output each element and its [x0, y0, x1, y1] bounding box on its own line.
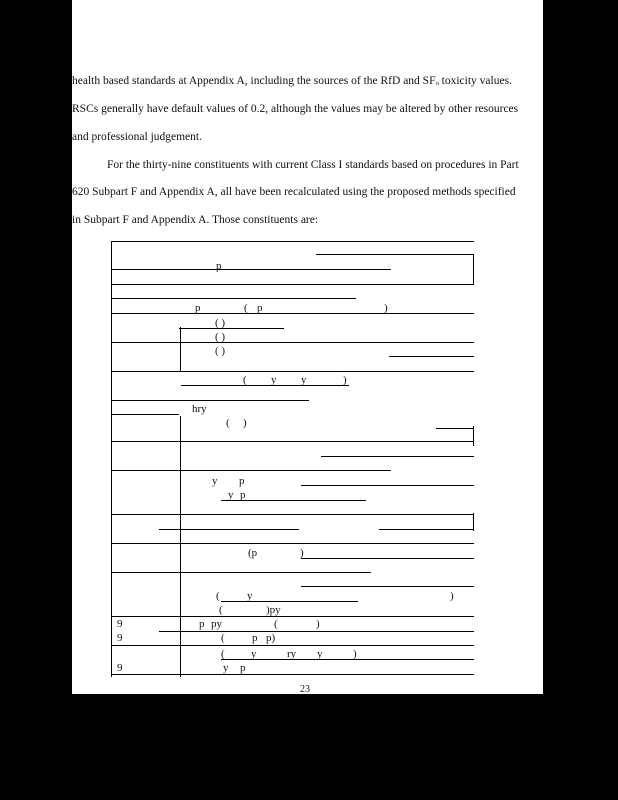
table-fragment: y [247, 590, 253, 602]
table-rule [111, 441, 474, 442]
table-fragment: p [199, 618, 205, 630]
table-fragment: p [216, 260, 222, 272]
table-border-right [473, 513, 474, 531]
table-fragment: ) [353, 648, 357, 660]
table-rule [111, 371, 474, 372]
table-rule [221, 659, 474, 660]
constituents-table [111, 241, 476, 677]
table-fragment: ( [226, 417, 230, 429]
table-rule [389, 356, 474, 357]
table-rule [321, 456, 474, 457]
table-fragment: ( [221, 648, 225, 660]
table-rule [111, 400, 309, 401]
table-fragment: y [301, 374, 307, 386]
table-rule [301, 586, 474, 587]
table-fragment: ( [243, 374, 247, 386]
table-rule [111, 514, 474, 515]
table-rule [111, 645, 474, 646]
table-rule [159, 631, 474, 632]
table-rule [111, 342, 474, 343]
table-fragment: y [223, 662, 229, 674]
table-fragment: ( ) [215, 331, 226, 343]
table-border-right [473, 426, 474, 446]
table-rule [111, 470, 391, 471]
table-rule [181, 385, 349, 386]
table-fragment: ( [219, 604, 223, 616]
table-rule [301, 558, 474, 559]
table-divider [180, 416, 181, 677]
table-fragment: ry [287, 648, 297, 660]
table-fragment: p [257, 302, 263, 314]
table-rule [111, 616, 474, 617]
table-fragment: ( [221, 632, 225, 644]
table-fragment: ) [450, 590, 454, 602]
table-fragment: ( [216, 590, 220, 602]
table-rule [111, 572, 371, 573]
table-border-left [111, 241, 112, 677]
table-rule [111, 269, 391, 270]
table-fragment: p [252, 632, 258, 644]
table-fragment: ) [243, 417, 247, 429]
table-fragment: ) [343, 374, 347, 386]
table-fragment: ( [274, 618, 278, 630]
table-rule [111, 313, 474, 314]
paragraph-1-line-3: and professional judgement. [72, 131, 202, 143]
table-rule [111, 543, 474, 544]
table-border-right [473, 254, 474, 284]
table-fragment: ) [300, 547, 304, 559]
table-fragment: 9 [117, 618, 123, 630]
table-fragment: ( ) [215, 345, 226, 357]
table-fragment: py [211, 618, 222, 630]
table-fragment: 9 [117, 662, 123, 674]
table-rule [111, 241, 474, 242]
table-fragment: ) [384, 302, 388, 314]
page-number: 23 [300, 684, 310, 695]
table-rule [111, 284, 474, 285]
table-fragment: p [240, 662, 246, 674]
paragraph-2-line-3: in Subpart F and Appendix A. Those constituents are: [72, 214, 319, 226]
table-fragment: )py [266, 604, 281, 616]
table-rule [436, 428, 474, 429]
paragraph-1-line-2: RSCs generally have default values of 0.2, although the values may be altered by other resources [72, 103, 519, 115]
table-fragment: y [317, 648, 323, 660]
table-fragment: y [228, 489, 234, 501]
table-fragment: p [240, 489, 246, 501]
table-fragment: y [212, 475, 218, 487]
table-rule [221, 601, 358, 602]
table-rule [111, 298, 356, 299]
table-fragment: (p [248, 547, 258, 559]
table-divider [180, 327, 181, 372]
table-fragment: hry [192, 403, 207, 415]
table-fragment: 9 [117, 632, 123, 644]
paragraph-2-line-1: For the thirty-nine constituents with current Class I standards based on procedures in Part [107, 159, 519, 171]
table-fragment: p) [266, 632, 276, 644]
table-fragment: ( ) [215, 317, 226, 329]
paragraph-1-line-1: health based standards at Appendix A, including the sources of the RfD and SFₒ toxicity values. [72, 75, 512, 87]
table-rule [111, 414, 179, 415]
table-fragment: ) [316, 618, 320, 630]
table-fragment: y [271, 374, 277, 386]
table-rule [301, 485, 474, 486]
table-fragment: ( [244, 302, 248, 314]
table-fragment: p [239, 475, 245, 487]
table-rule [316, 254, 474, 255]
paragraph-2-line-2: 620 Subpart F and Appendix A, all have been recalculated using the proposed methods specified [72, 186, 516, 198]
table-fragment: y [251, 648, 257, 660]
table-fragment: p [195, 302, 201, 314]
table-rule [111, 674, 474, 675]
table-rule [379, 529, 474, 530]
table-rule [179, 328, 284, 329]
